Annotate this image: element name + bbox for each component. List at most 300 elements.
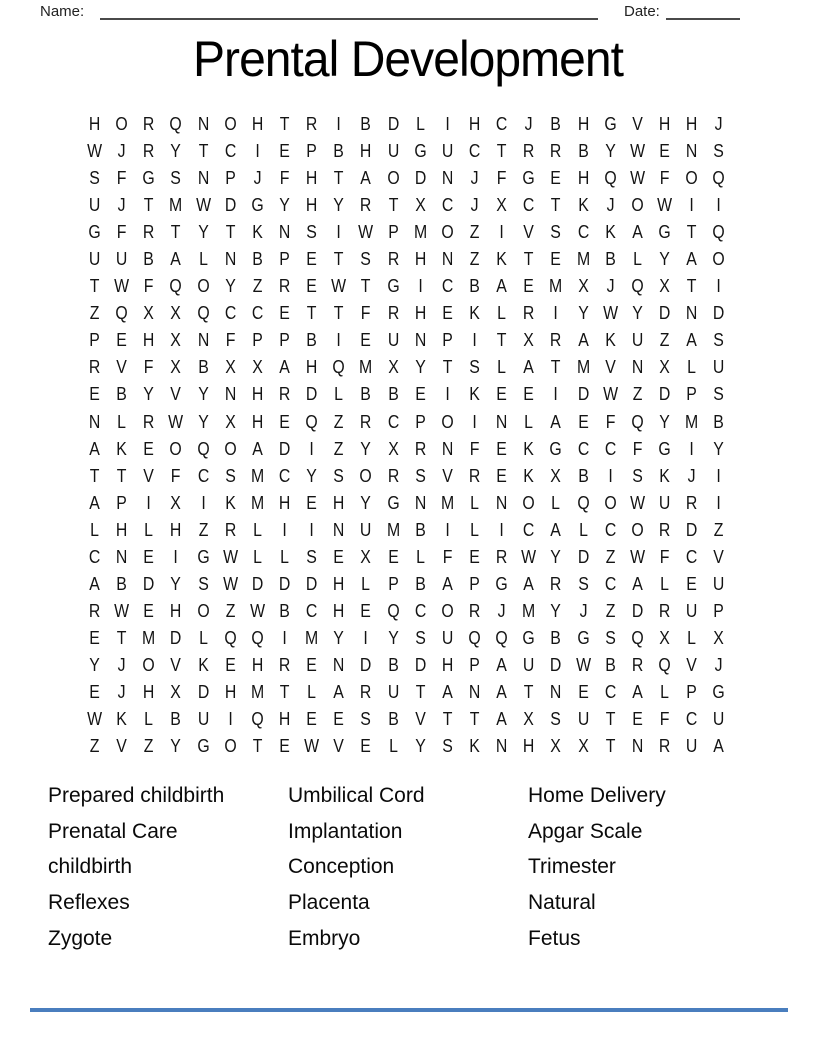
grid-letter: B — [387, 654, 399, 675]
grid-letter: N — [88, 411, 101, 432]
grid-letter: G — [658, 438, 671, 459]
grid-letter: G — [522, 627, 535, 648]
grid-letter: Z — [144, 736, 154, 757]
grid-letter: N — [224, 384, 236, 405]
grid-letter: A — [632, 222, 643, 243]
grid-letter: X — [224, 411, 236, 432]
grid-letter: R — [88, 600, 101, 621]
grid-letter: X — [143, 303, 155, 324]
word-list-item: Zygote — [48, 926, 113, 950]
grid-letter: P — [469, 573, 480, 594]
grid-letter: L — [415, 114, 425, 135]
grid-letter: P — [414, 411, 426, 432]
grid-letter: M — [413, 222, 427, 243]
grid-letter: L — [497, 357, 507, 378]
grid-letter: I — [445, 519, 450, 540]
word-list-item: Umbilical Cord — [288, 783, 425, 807]
grid-letter: B — [197, 357, 209, 378]
grid-letter: H — [143, 682, 155, 702]
grid-letter: T — [116, 627, 127, 648]
grid-letter: V — [632, 114, 643, 135]
grid-letter: A — [279, 357, 290, 378]
grid-letter: V — [143, 465, 155, 486]
grid-letter: K — [116, 438, 127, 459]
grid-letter: W — [222, 573, 238, 594]
grid-letter: J — [687, 465, 696, 486]
grid-letter: B — [279, 600, 290, 621]
grid-letter: L — [687, 627, 697, 648]
grid-letter: W — [114, 600, 130, 621]
grid-letter: K — [469, 736, 480, 757]
grid-letter: R — [658, 519, 671, 540]
grid-letter: A — [550, 519, 562, 540]
word-list-column-2 — [288, 778, 425, 956]
grid-letter: Y — [577, 303, 589, 324]
grid-letter: T — [116, 465, 127, 486]
grid-letter: E — [387, 546, 399, 567]
grid-letter: R — [360, 682, 372, 702]
grid-letter: A — [686, 249, 697, 270]
grid-letter: V — [116, 736, 127, 757]
grid-letter: T — [279, 682, 290, 702]
grid-letter: I — [608, 465, 613, 486]
grid-letter: H — [333, 600, 345, 621]
grid-letter: O — [631, 195, 644, 216]
grid-letter: T — [252, 736, 263, 757]
grid-letter: Y — [659, 249, 670, 270]
grid-letter: S — [632, 465, 643, 486]
grid-letter: K — [469, 384, 480, 405]
grid-letter: L — [253, 519, 262, 540]
grid-letter: I — [309, 438, 314, 459]
grid-letter: R — [550, 330, 562, 351]
grid-letter: L — [470, 492, 479, 513]
grid-letter: T — [415, 682, 426, 702]
grid-letter: E — [279, 303, 290, 324]
grid-letter: D — [360, 654, 372, 675]
grid-letter: T — [523, 682, 534, 702]
grid-letter: Y — [550, 600, 562, 621]
grid-letter: Y — [143, 384, 155, 405]
grid-letter: P — [469, 654, 480, 675]
grid-letter: E — [550, 168, 562, 189]
grid-letter: O — [196, 600, 210, 621]
grid-letter: U — [88, 195, 101, 216]
grid-letter: B — [387, 384, 399, 405]
grid-letter: R — [88, 357, 101, 378]
word-list-item: Apgar Scale — [528, 819, 643, 843]
grid-letter: N — [197, 168, 209, 189]
grid-letter: N — [468, 682, 481, 702]
date-field-line — [666, 2, 740, 20]
grid-letter: F — [361, 303, 371, 324]
grid-letter: E — [414, 384, 426, 405]
grid-letter: C — [604, 438, 616, 459]
grid-letter: G — [604, 114, 617, 135]
grid-letter: Y — [197, 222, 209, 243]
grid-letter: Z — [469, 249, 480, 270]
grid-letter: A — [170, 249, 182, 270]
grid-letter: Y — [360, 438, 372, 459]
grid-letter: I — [689, 195, 694, 216]
grid-letter: J — [117, 654, 126, 675]
grid-letter: R — [414, 438, 426, 459]
grid-letter: B — [604, 654, 616, 675]
grid-letter: L — [660, 573, 669, 594]
grid-letter: Y — [170, 141, 182, 162]
grid-letter: E — [306, 654, 317, 675]
grid-letter: Y — [713, 438, 725, 459]
grid-letter: C — [523, 195, 535, 216]
grid-letter: D — [278, 573, 291, 594]
grid-letter: U — [387, 330, 399, 351]
grid-letter: C — [685, 709, 698, 730]
grid-letter: A — [550, 411, 562, 432]
grid-letter: M — [386, 519, 400, 540]
grid-letter: C — [414, 600, 426, 621]
grid-letter: J — [714, 114, 723, 135]
grid-letter: V — [442, 465, 453, 486]
grid-letter: E — [279, 736, 290, 757]
grid-letter: A — [89, 573, 100, 594]
grid-letter: W — [657, 195, 672, 216]
grid-letter: A — [360, 168, 372, 189]
grid-letter: Q — [251, 709, 264, 730]
grid-letter: J — [117, 682, 126, 702]
grid-letter: T — [686, 222, 697, 243]
grid-letter: H — [224, 682, 236, 702]
grid-letter: R — [143, 114, 155, 135]
grid-letter: U — [441, 141, 454, 162]
grid-letter: H — [251, 114, 264, 135]
grid-letter: R — [143, 222, 155, 243]
grid-letter: O — [224, 438, 237, 459]
grid-letter: H — [468, 114, 481, 135]
grid-letter: V — [333, 736, 345, 757]
grid-letter: A — [523, 573, 535, 594]
grid-letter: C — [305, 600, 318, 621]
grid-letter: D — [143, 573, 155, 594]
grid-letter: S — [306, 222, 317, 243]
grid-letter: B — [550, 627, 562, 648]
grid-letter: O — [522, 492, 535, 513]
grid-letter: U — [685, 736, 698, 757]
grid-letter: Q — [169, 114, 183, 135]
grid-letter: I — [499, 222, 504, 243]
grid-letter: Z — [198, 519, 208, 540]
grid-letter: Y — [550, 546, 562, 567]
grid-letter: M — [685, 411, 699, 432]
grid-letter: Z — [605, 546, 616, 567]
grid-letter: N — [197, 330, 209, 351]
grid-letter: J — [714, 654, 723, 675]
grid-letter: B — [360, 384, 372, 405]
grid-letter: P — [686, 384, 697, 405]
grid-letter: P — [89, 330, 100, 351]
grid-letter: I — [282, 519, 287, 540]
grid-letter: Q — [658, 654, 671, 675]
grid-letter: G — [522, 168, 535, 189]
grid-letter: N — [441, 168, 454, 189]
grid-letter: Z — [89, 303, 100, 324]
grid-letter: C — [495, 114, 508, 135]
grid-letter: E — [306, 249, 317, 270]
grid-letter: J — [497, 600, 506, 621]
grid-letter: E — [333, 546, 345, 567]
grid-letter: U — [360, 519, 372, 540]
grid-letter: L — [90, 519, 99, 540]
grid-letter: B — [116, 384, 127, 405]
grid-letter: T — [144, 195, 154, 216]
grid-letter: I — [309, 519, 314, 540]
grid-letter: F — [279, 168, 290, 189]
grid-letter: W — [575, 654, 591, 675]
grid-letter: G — [712, 682, 725, 702]
grid-letter: C — [577, 438, 589, 459]
grid-letter: X — [659, 357, 670, 378]
grid-letter: K — [523, 438, 535, 459]
grid-letter: S — [442, 736, 453, 757]
grid-letter: L — [198, 249, 208, 270]
grid-letter: L — [144, 519, 154, 540]
grid-letter: N — [224, 249, 236, 270]
grid-letter: P — [306, 141, 317, 162]
grid-letter: H — [333, 573, 345, 594]
grid-letter: W — [87, 709, 103, 730]
grid-letter: Z — [469, 222, 480, 243]
grid-letter: G — [658, 222, 671, 243]
grid-letter: X — [170, 682, 182, 702]
word-list-item: Fetus — [528, 926, 581, 950]
grid-letter: I — [173, 546, 179, 567]
grid-letter: D — [387, 114, 399, 135]
grid-letter: R — [387, 249, 399, 270]
grid-letter: H — [170, 519, 182, 540]
grid-letter: H — [658, 114, 671, 135]
grid-letter: R — [631, 654, 644, 675]
grid-letter: Q — [115, 303, 128, 324]
grid-letter: O — [441, 600, 454, 621]
grid-letter: X — [170, 492, 182, 513]
grid-letter: L — [388, 736, 398, 757]
grid-letter: N — [115, 546, 128, 567]
word-list-item: Natural — [528, 890, 596, 914]
grid-letter: D — [197, 682, 209, 702]
grid-letter: C — [604, 573, 616, 594]
grid-letter: E — [442, 303, 453, 324]
grid-letter: H — [278, 709, 291, 730]
grid-letter: I — [282, 627, 287, 648]
grid-letter: N — [685, 141, 698, 162]
grid-letter: M — [169, 195, 183, 216]
grid-letter: D — [631, 600, 644, 621]
grid-letter: T — [469, 709, 480, 730]
grid-letter: W — [602, 384, 618, 405]
grid-letter: M — [250, 465, 265, 486]
grid-letter: Q — [224, 627, 237, 648]
grid-letter: X — [170, 357, 182, 378]
grid-letter: V — [414, 709, 426, 730]
grid-letter: O — [386, 168, 400, 189]
grid-letter: Q — [169, 276, 183, 297]
grid-letter: B — [577, 141, 589, 162]
grid-letter: K — [116, 709, 127, 730]
grid-letter: B — [143, 249, 155, 270]
grid-letter: H — [170, 600, 182, 621]
grid-letter: E — [469, 546, 480, 567]
grid-letter: E — [89, 384, 100, 405]
grid-letter: E — [306, 276, 317, 297]
grid-letter: P — [116, 492, 127, 513]
grid-letter: T — [333, 168, 344, 189]
grid-letter: C — [278, 465, 291, 486]
grid-letter: N — [495, 492, 508, 513]
grid-letter: I — [418, 276, 423, 297]
grid-letter: H — [251, 411, 264, 432]
grid-letter: E — [360, 330, 372, 351]
grid-letter: Q — [305, 411, 318, 432]
grid-letter: U — [631, 330, 644, 351]
grid-letter: D — [305, 384, 318, 405]
grid-letter: R — [550, 141, 562, 162]
grid-letter: I — [445, 384, 450, 405]
grid-letter: D — [278, 438, 291, 459]
grid-letter: E — [496, 438, 507, 459]
grid-letter: W — [629, 546, 645, 567]
grid-letter: E — [116, 330, 127, 351]
grid-letter: S — [713, 141, 725, 162]
grid-letter: Y — [333, 627, 345, 648]
grid-letter: M — [576, 249, 590, 270]
grid-letter: G — [88, 222, 101, 243]
grid-letter: G — [549, 438, 563, 459]
grid-letter: Y — [197, 384, 209, 405]
grid-letter: K — [577, 195, 589, 216]
grid-letter: H — [360, 141, 372, 162]
grid-letter: D — [658, 384, 671, 405]
grid-letter: F — [469, 438, 480, 459]
grid-letter: Q — [332, 357, 346, 378]
grid-letter: H — [577, 168, 589, 189]
grid-letter: E — [577, 682, 589, 702]
grid-letter: B — [550, 114, 562, 135]
grid-letter: L — [497, 303, 507, 324]
grid-letter: X — [224, 357, 236, 378]
grid-letter: M — [142, 627, 156, 648]
grid-letter: T — [333, 249, 344, 270]
grid-letter: W — [304, 736, 320, 757]
grid-letter: Y — [632, 303, 643, 324]
grid-letter: T — [605, 736, 616, 757]
grid-letter: S — [713, 330, 725, 351]
grid-letter: V — [170, 654, 182, 675]
grid-letter: B — [360, 114, 372, 135]
grid-letter: Q — [251, 627, 264, 648]
grid-letter: X — [550, 465, 562, 486]
grid-letter: Y — [89, 654, 100, 675]
grid-letter: B — [387, 709, 399, 730]
grid-letter: I — [472, 411, 477, 432]
grid-letter: X — [659, 276, 670, 297]
grid-letter: I — [200, 492, 206, 513]
grid-letter: D — [305, 573, 318, 594]
grid-letter: T — [225, 222, 236, 243]
word-search-grid — [81, 111, 732, 760]
grid-letter: D — [577, 546, 589, 567]
grid-letter: A — [442, 573, 453, 594]
grid-letter: H — [88, 114, 101, 135]
grid-letter: L — [253, 546, 262, 567]
grid-letter: R — [387, 303, 399, 324]
grid-letter: I — [336, 114, 342, 135]
grid-letter: O — [604, 492, 617, 513]
grid-letter: T — [171, 222, 181, 243]
grid-letter: U — [197, 709, 209, 730]
footer-accent-line — [30, 1008, 788, 1012]
grid-letter: M — [440, 492, 454, 513]
grid-letter: E — [89, 682, 100, 702]
grid-letter: G — [576, 627, 590, 648]
grid-letter: Y — [224, 276, 236, 297]
grid-letter: H — [414, 303, 426, 324]
grid-letter: L — [660, 682, 669, 702]
grid-letter: U — [88, 249, 101, 270]
grid-letter: B — [306, 330, 317, 351]
grid-letter: H — [441, 654, 454, 675]
grid-letter: T — [333, 303, 344, 324]
grid-letter: I — [472, 330, 477, 351]
word-list-column-3 — [528, 778, 666, 956]
grid-letter: O — [685, 168, 698, 189]
grid-letter: P — [686, 682, 697, 702]
grid-letter: C — [88, 546, 101, 567]
grid-letter: J — [117, 141, 126, 162]
grid-letter: L — [415, 546, 425, 567]
grid-letter: R — [685, 492, 698, 513]
grid-letter: Z — [632, 384, 643, 405]
grid-letter: D — [170, 627, 182, 648]
grid-letter: Y — [170, 736, 182, 757]
grid-letter: G — [251, 195, 264, 216]
grid-letter: S — [550, 222, 562, 243]
grid-letter: E — [224, 654, 236, 675]
grid-letter: H — [251, 654, 264, 675]
grid-letter: N — [278, 222, 291, 243]
grid-letter: T — [551, 357, 561, 378]
grid-letter: R — [523, 303, 535, 324]
word-list-item: Embryo — [288, 926, 361, 950]
grid-letter: S — [414, 627, 426, 648]
grid-letter: N — [197, 114, 209, 135]
grid-letter: M — [522, 600, 536, 621]
grid-letter: X — [360, 546, 372, 567]
grid-letter: B — [604, 249, 616, 270]
grid-letter: L — [144, 709, 154, 730]
word-list-item: Implantation — [288, 819, 403, 843]
grid-letter: E — [360, 600, 372, 621]
grid-letter: T — [89, 465, 100, 486]
grid-letter: N — [631, 357, 644, 378]
grid-letter: X — [577, 276, 589, 297]
grid-letter: I — [146, 492, 152, 513]
grid-letter: H — [143, 330, 155, 351]
grid-letter: S — [469, 357, 480, 378]
grid-letter: J — [524, 114, 533, 135]
grid-letter: Q — [468, 627, 481, 648]
grid-letter: L — [578, 519, 588, 540]
grid-letter: C — [387, 411, 399, 432]
grid-letter: C — [224, 141, 236, 162]
